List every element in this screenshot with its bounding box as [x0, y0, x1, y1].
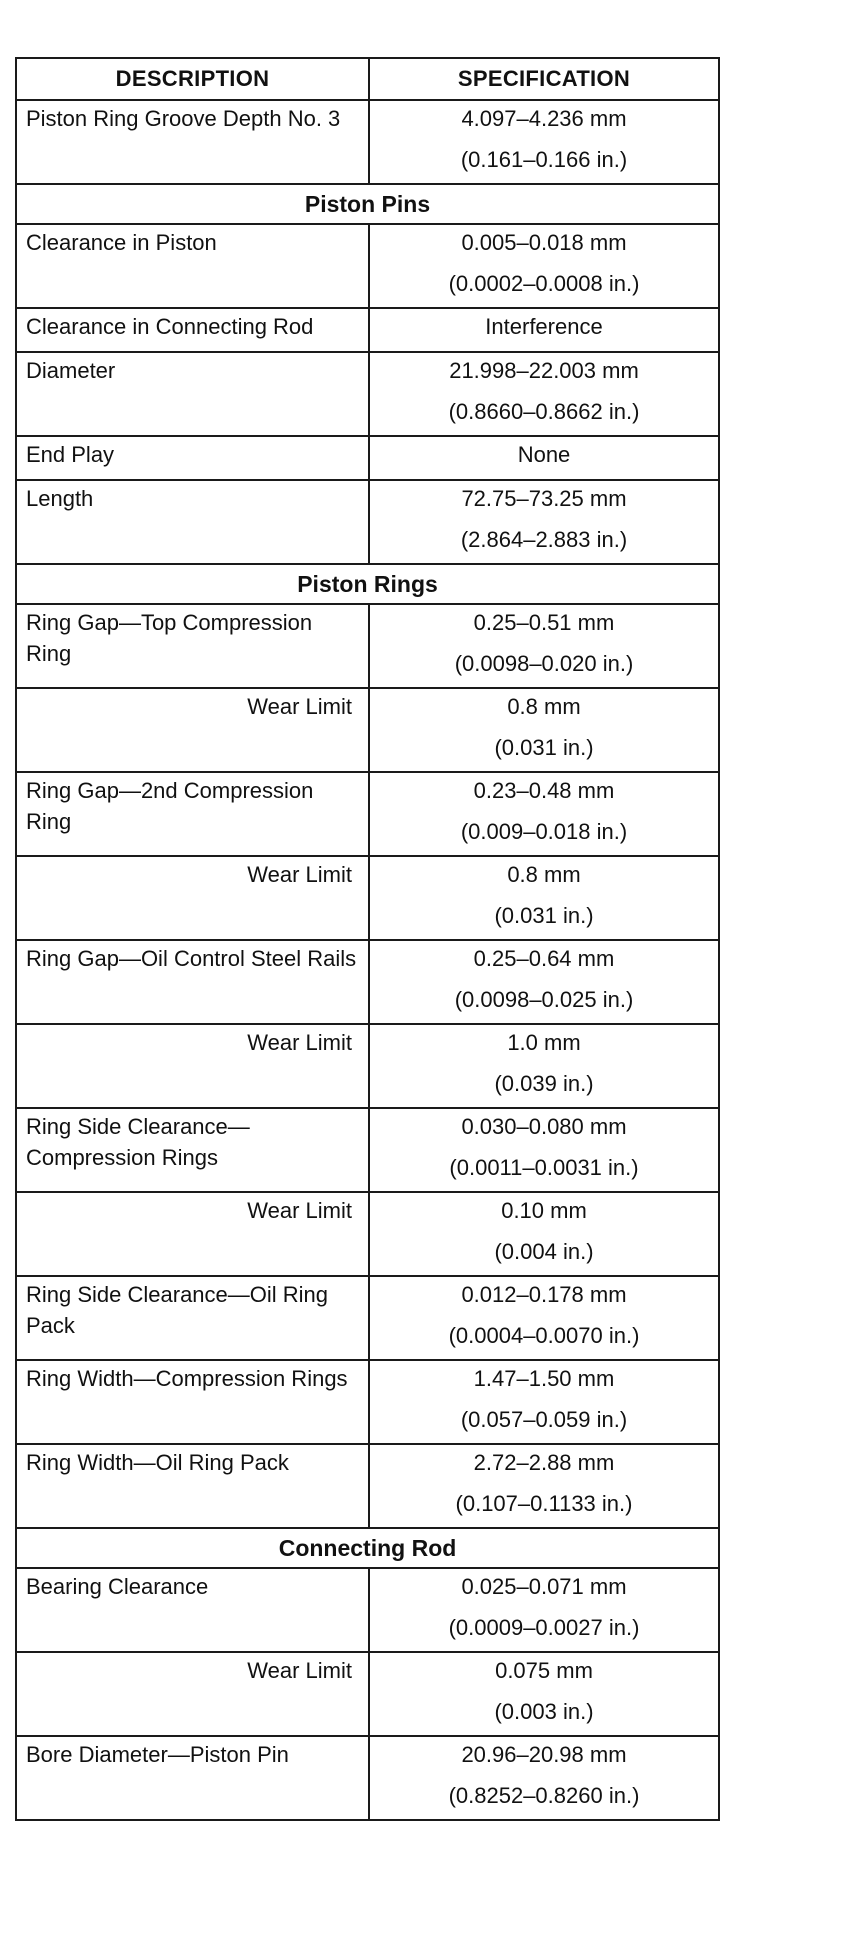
description-cell: Wear Limit [16, 1192, 369, 1276]
description-cell: Ring Side Clearance—Oil Ring Pack [16, 1276, 369, 1360]
section-title: Piston Rings [16, 564, 719, 604]
specification-cell [369, 856, 719, 940]
section-row [16, 184, 719, 224]
description-cell: Wear Limit [16, 1024, 369, 1108]
description-cell: Ring Side Clearance—Compression Rings [16, 1108, 369, 1192]
imperial-value: (0.107–0.1133 in.) [455, 1491, 633, 1516]
imperial-value: (0.057–0.059 in.) [460, 1407, 628, 1432]
imperial-value: (0.8660–0.8662 in.) [448, 399, 640, 424]
imperial-value: (0.0098–0.020 in.) [454, 651, 634, 676]
description-cell: Wear Limit [16, 1652, 369, 1736]
specification-cell [369, 1444, 719, 1528]
metric-value: 1.47–1.50 mm [473, 1366, 615, 1391]
specification-cell [369, 1108, 719, 1192]
wear-limit-row [16, 688, 719, 772]
table-header-row [16, 58, 719, 100]
table-row [16, 100, 719, 184]
metric-value: 2.72–2.88 mm [473, 1450, 615, 1475]
table-row [16, 940, 719, 1024]
imperial-value: (0.003 in.) [494, 1699, 594, 1724]
specification-cell [369, 1192, 719, 1276]
description-cell: Wear Limit [16, 856, 369, 940]
specification-header: SPECIFICATION [369, 58, 719, 100]
metric-value: 0.8 mm [507, 862, 581, 887]
description-cell: Ring Width—Oil Ring Pack [16, 1444, 369, 1528]
table-row [16, 1108, 719, 1192]
specification-cell [369, 1360, 719, 1444]
section-row [16, 1528, 719, 1568]
description-cell: Ring Gap—Oil Control Steel Rails [16, 940, 369, 1024]
metric-value: 0.075 mm [495, 1658, 593, 1683]
section-row [16, 564, 719, 604]
specification-cell [369, 308, 719, 352]
description-cell: Bore Diameter—Piston Pin [16, 1736, 369, 1820]
description-cell: Ring Gap—2nd Compression Ring [16, 772, 369, 856]
specification-cell [369, 480, 719, 564]
specification-cell [369, 436, 719, 480]
specification-cell [369, 1652, 719, 1736]
section-title: Piston Pins [16, 184, 719, 224]
metric-value: 1.0 mm [507, 1030, 581, 1055]
metric-value: 0.025–0.071 mm [461, 1574, 627, 1599]
metric-value: 4.097–4.236 mm [461, 106, 627, 131]
table-row [16, 1360, 719, 1444]
table-body [16, 100, 719, 1820]
wear-limit-row [16, 1652, 719, 1736]
wear-limit-row [16, 1192, 719, 1276]
description-cell: End Play [16, 436, 369, 480]
imperial-value: (0.0098–0.025 in.) [454, 987, 634, 1012]
imperial-value: (2.864–2.883 in.) [460, 527, 628, 552]
description-cell: Ring Gap—Top Compression Ring [16, 604, 369, 688]
imperial-value: (0.8252–0.8260 in.) [448, 1783, 640, 1808]
imperial-value: (0.0002–0.0008 in.) [448, 271, 640, 296]
imperial-value: (0.0011–0.0031 in.) [449, 1155, 639, 1180]
metric-value: 20.96–20.98 mm [461, 1742, 627, 1767]
metric-value: 0.030–0.080 mm [461, 1114, 627, 1139]
specification-cell [369, 604, 719, 688]
description-cell: Length [16, 480, 369, 564]
description-cell: Clearance in Connecting Rod [16, 308, 369, 352]
table-row [16, 1568, 719, 1652]
metric-value: 0.012–0.178 mm [461, 1282, 627, 1307]
specification-cell [369, 1568, 719, 1652]
metric-value: 0.8 mm [507, 694, 581, 719]
metric-value: 0.25–0.51 mm [473, 610, 615, 635]
table-row [16, 1736, 719, 1820]
metric-value: 0.23–0.48 mm [473, 778, 615, 803]
description-header: DESCRIPTION [16, 58, 369, 100]
imperial-value: (0.039 in.) [494, 1071, 594, 1096]
description-cell: Wear Limit [16, 688, 369, 772]
metric-value: 72.75–73.25 mm [461, 486, 627, 511]
specification-cell [369, 688, 719, 772]
description-cell: Bearing Clearance [16, 1568, 369, 1652]
metric-value: 0.005–0.018 mm [461, 230, 627, 255]
description-cell: Clearance in Piston [16, 224, 369, 308]
wear-limit-row [16, 1024, 719, 1108]
specification-cell [369, 1276, 719, 1360]
metric-value: Interference [485, 314, 603, 339]
table-row [16, 480, 719, 564]
imperial-value: (0.009–0.018 in.) [460, 819, 628, 844]
imperial-value: (0.031 in.) [494, 735, 594, 760]
specification-cell [369, 940, 719, 1024]
specification-cell [369, 1736, 719, 1820]
table-row [16, 352, 719, 436]
table-row [16, 604, 719, 688]
metric-value: 21.998–22.003 mm [449, 358, 639, 383]
metric-value: None [517, 442, 571, 467]
section-title: Connecting Rod [16, 1528, 719, 1568]
description-cell: Ring Width—Compression Rings [16, 1360, 369, 1444]
specification-cell [369, 1024, 719, 1108]
specification-cell [369, 224, 719, 308]
imperial-value: (0.004 in.) [494, 1239, 594, 1264]
metric-value: 0.10 mm [501, 1198, 587, 1223]
table-row [16, 224, 719, 308]
table-row [16, 772, 719, 856]
wear-limit-row [16, 856, 719, 940]
imperial-value: (0.0009–0.0027 in.) [448, 1615, 640, 1640]
specification-cell [369, 352, 719, 436]
description-cell: Diameter [16, 352, 369, 436]
metric-value: 0.25–0.64 mm [473, 946, 615, 971]
specification-cell [369, 772, 719, 856]
table-row [16, 1444, 719, 1528]
table-row [16, 308, 719, 352]
description-cell: Piston Ring Groove Depth No. 3 [16, 100, 369, 184]
imperial-value: (0.161–0.166 in.) [460, 147, 628, 172]
imperial-value: (0.0004–0.0070 in.) [448, 1323, 640, 1348]
specification-table [15, 57, 720, 1821]
imperial-value: (0.031 in.) [494, 903, 594, 928]
specification-cell [369, 100, 719, 184]
table-row [16, 1276, 719, 1360]
table-row [16, 436, 719, 480]
